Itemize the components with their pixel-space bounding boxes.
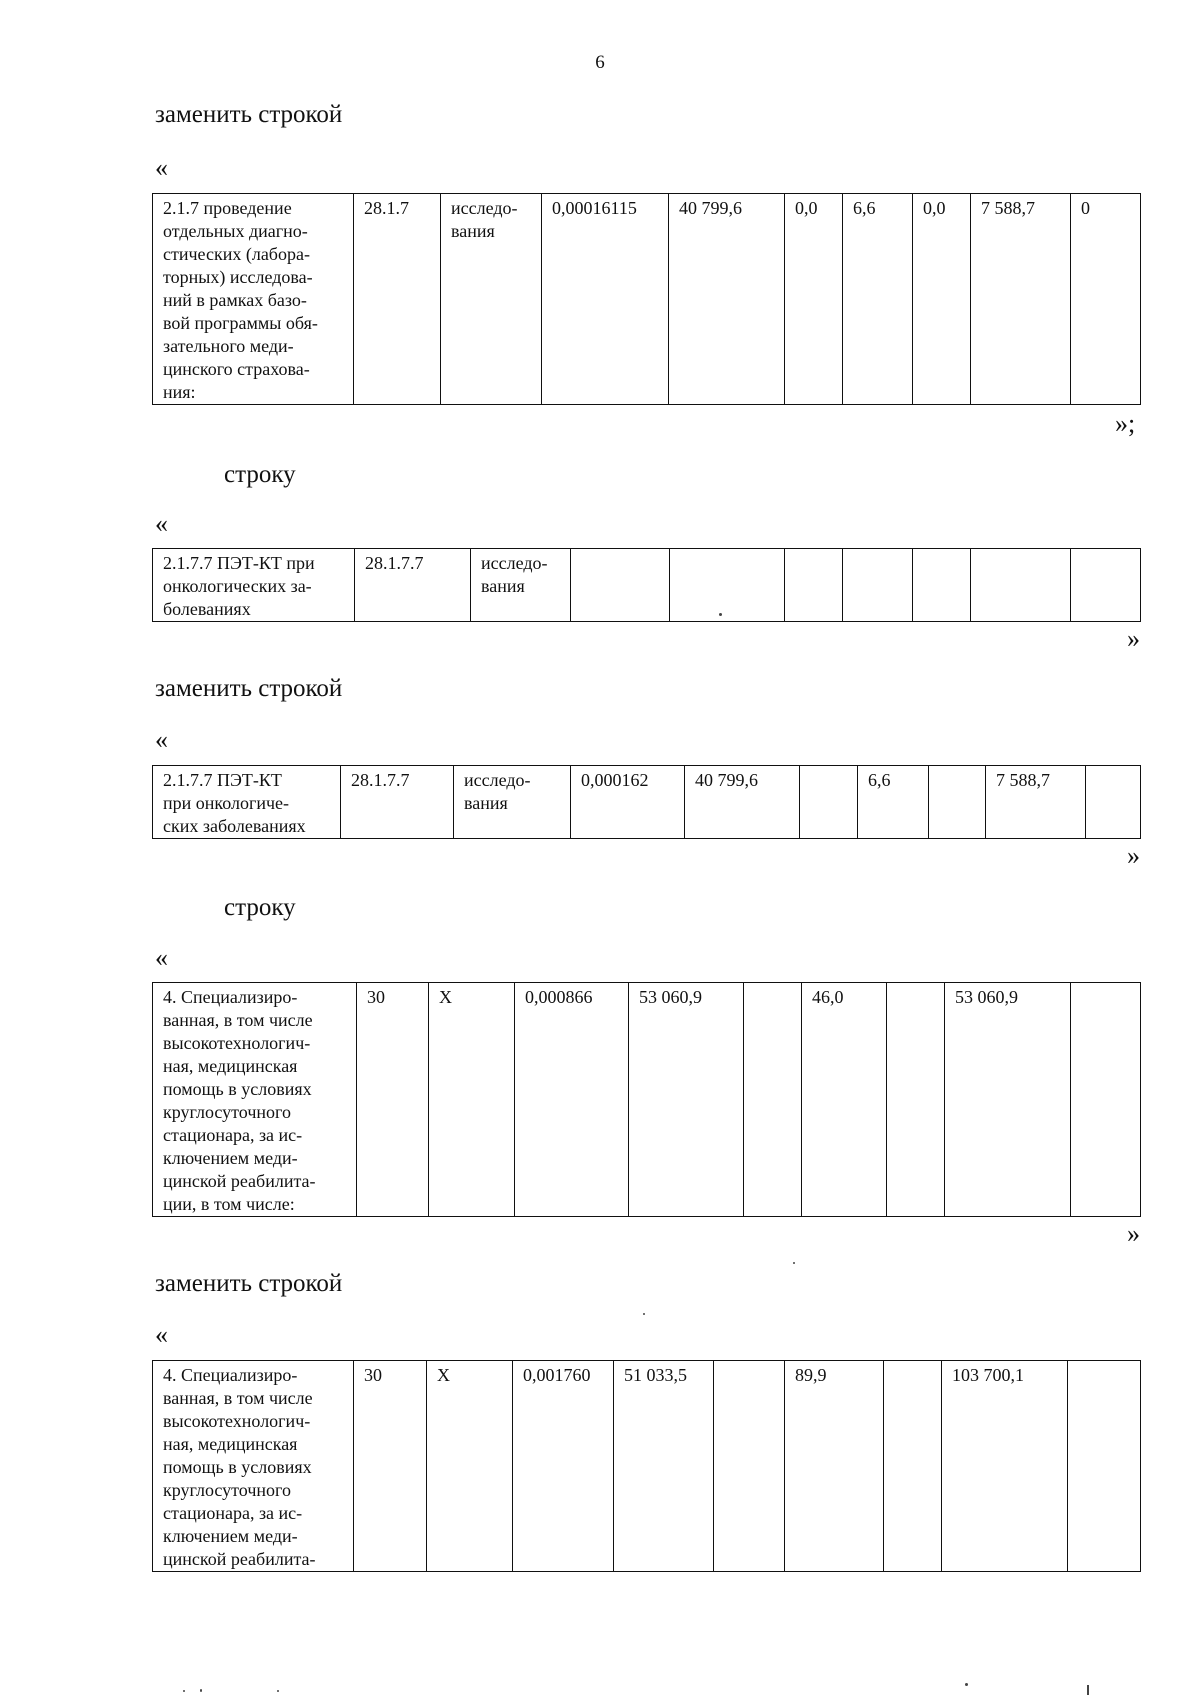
scan-speck — [965, 1683, 968, 1686]
scan-speck — [1087, 1685, 1089, 1695]
value-cell: 103 700,1 — [942, 1361, 1068, 1572]
value-cell — [929, 766, 986, 839]
value-cell — [884, 1361, 942, 1572]
value-cell — [800, 766, 858, 839]
value-cell: 0,001760 — [513, 1361, 614, 1572]
scan-speck — [643, 1313, 645, 1315]
value-cell: 53 060,9 — [629, 983, 744, 1217]
scan-speck — [793, 1262, 795, 1264]
open-quote: « — [155, 509, 168, 538]
unit-cell: X — [427, 1361, 513, 1572]
value-cell — [1071, 549, 1141, 622]
instruction-heading: заменить строкой — [155, 101, 343, 128]
value-cell: 0 — [1071, 194, 1141, 405]
value-cell — [1086, 766, 1141, 839]
open-quote: « — [155, 153, 168, 182]
value-cell — [887, 983, 945, 1217]
open-quote: « — [155, 725, 168, 754]
table-row — [153, 549, 1141, 622]
close-quote: » — [1127, 841, 1140, 870]
row-code-cell: 28.1.7.7 — [341, 766, 454, 839]
value-cell: 0,000162 — [571, 766, 685, 839]
table-row — [153, 766, 1141, 839]
amendment-table — [152, 548, 1141, 622]
open-quote: « — [155, 943, 168, 972]
value-cell: 7 588,7 — [971, 194, 1071, 405]
row-name-cell: 2.1.7 проведение отдельных диагно- стических (лабора- торных) исследова- ний в рамках базо- вой программы обя- зательного меди- цинского страхова- ния: — [153, 194, 354, 405]
value-cell — [744, 983, 802, 1217]
row-code-cell: 28.1.7.7 — [355, 549, 471, 622]
value-cell: 40 799,6 — [669, 194, 785, 405]
close-quote: »; — [1115, 409, 1136, 438]
row-code-cell: 28.1.7 — [354, 194, 441, 405]
value-cell: 6,6 — [843, 194, 913, 405]
scan-speck — [183, 1690, 185, 1692]
amendment-table — [152, 765, 1141, 839]
value-cell: 0,0 — [785, 194, 843, 405]
row-code-cell: 30 — [357, 983, 429, 1217]
value-cell — [1071, 983, 1141, 1217]
amendment-table — [152, 1360, 1141, 1572]
value-cell — [843, 549, 913, 622]
value-cell — [670, 549, 785, 622]
scan-speck — [719, 613, 722, 616]
unit-cell: исследо- вания — [441, 194, 542, 405]
value-cell — [971, 549, 1071, 622]
value-cell: 89,9 — [785, 1361, 884, 1572]
table-row — [153, 1361, 1141, 1572]
value-cell — [714, 1361, 785, 1572]
value-cell: 7 588,7 — [986, 766, 1086, 839]
value-cell: 53 060,9 — [945, 983, 1071, 1217]
value-cell: 40 799,6 — [685, 766, 800, 839]
value-cell: 46,0 — [802, 983, 887, 1217]
row-name-cell: 4. Специализиро- ванная, в том числе высокотехнологич- ная, медицинская помощь в условиях круглосуточного стационара, за ис- ключением меди- цинской реабилита- ции, в том числе: — [153, 983, 357, 1217]
row-name-cell: 2.1.7.7 ПЭТ-КТ при онкологиче- ских заболеваниях — [153, 766, 341, 839]
instruction-heading: заменить строкой — [155, 1270, 343, 1297]
close-quote: » — [1127, 1219, 1140, 1248]
row-name-cell: 4. Специализиро- ванная, в том числе высокотехнологич- ная, медицинская помощь в условиях круглосуточного стационара, за ис- ключением меди- цинской реабилита- — [153, 1361, 354, 1572]
scan-speck — [277, 1690, 279, 1692]
scan-speck — [200, 1689, 202, 1692]
unit-cell: X — [429, 983, 515, 1217]
row-name-cell: 2.1.7.7 ПЭТ-КТ при онкологических за- болеваниях — [153, 549, 355, 622]
value-cell — [1068, 1361, 1141, 1572]
value-cell: 0,0 — [913, 194, 971, 405]
value-cell: 0,00016115 — [542, 194, 669, 405]
instruction-heading: строку — [224, 461, 296, 488]
value-cell: 0,000866 — [515, 983, 629, 1217]
value-cell: 51 033,5 — [614, 1361, 714, 1572]
table-row — [153, 194, 1141, 405]
value-cell — [913, 549, 971, 622]
instruction-heading: строку — [224, 894, 296, 921]
unit-cell: исследо- вания — [454, 766, 571, 839]
table-row — [153, 983, 1141, 1217]
amendment-table — [152, 193, 1141, 405]
instruction-heading: заменить строкой — [155, 675, 343, 702]
amendment-table — [152, 982, 1141, 1217]
unit-cell: исследо- вания — [471, 549, 571, 622]
row-code-cell: 30 — [354, 1361, 427, 1572]
value-cell: 6,6 — [858, 766, 929, 839]
value-cell — [571, 549, 670, 622]
open-quote: « — [155, 1320, 168, 1349]
close-quote: » — [1127, 624, 1140, 653]
value-cell — [785, 549, 843, 622]
page-number: 6 — [595, 52, 605, 73]
